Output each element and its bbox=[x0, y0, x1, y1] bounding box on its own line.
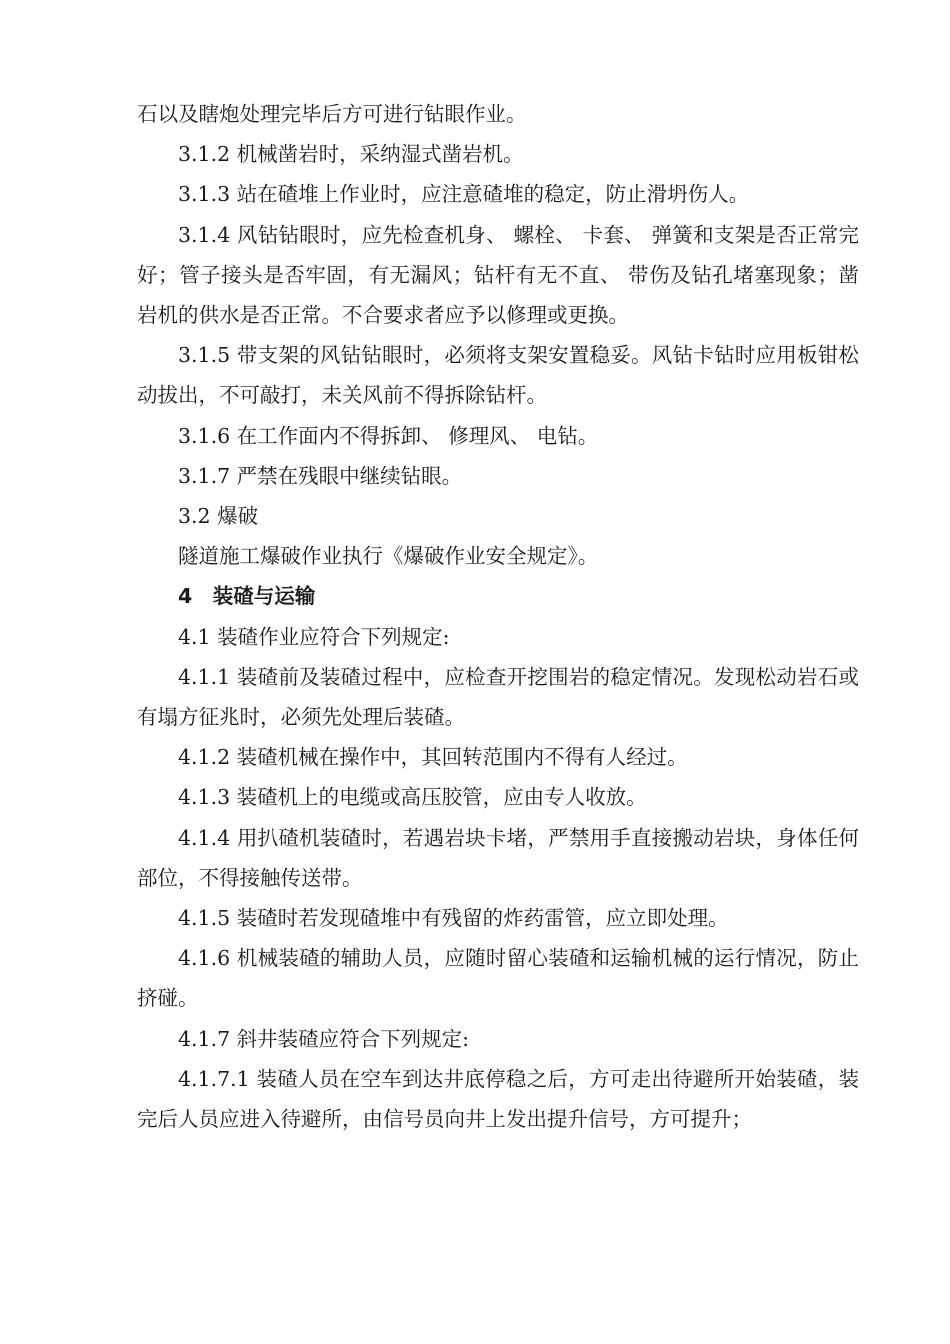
section-heading-4: 4 装碴与运输 bbox=[178, 584, 316, 609]
paragraph-4-1-2: 4.1.2 装碴机械在操作中，其回转范围内不得有人经过。 bbox=[178, 745, 688, 770]
paragraph-4-1-4: 4.1.4 用扒碴机装碴时，若遇岩块卡堵，严禁用手直接搬动岩块，身体任何部位，不得接触传送带。 bbox=[137, 825, 859, 890]
paragraph-4-1: 4.1 装碴作业应符合下列规定: bbox=[178, 624, 450, 649]
paragraph-3-1-7: 3.1.7 严禁在残眼中继续钻眼。 bbox=[178, 463, 463, 488]
paragraph-3-2-heading: 3.2 爆破 bbox=[178, 504, 259, 529]
paragraph-continuation: 石以及瞎炮处理完毕后方可进行钻眼作业。 bbox=[137, 102, 527, 126]
paragraph-3-1-3: 3.1.3 站在碴堆上作业时，应注意碴堆的稳定，防止滑坍伤人。 bbox=[178, 182, 750, 207]
document-body bbox=[137, 94, 859, 1139]
paragraph-4-1-6: 4.1.6 机械装碴的辅助人员，应随时留心装碴和运输机械的运行情况，防止挤碰。 bbox=[137, 946, 859, 1011]
paragraph-3-1-5: 3.1.5 带支架的风钻钻眼时，必须将支架安置稳妥。风钻卡钻时应用板钳松动拔出，不可敲打，未关风前不得拆除钻杆。 bbox=[137, 343, 859, 408]
paragraph-4-1-7: 4.1.7 斜井装碴应符合下列规定: bbox=[178, 1026, 470, 1051]
paragraph-3-1-4: 3.1.4 风钻钻眼时，应先检查机身、 螺栓、 卡套、 弹簧和支架是否正常完好；管子接头是否牢固，有无漏风；钻杆有无不直、 带伤及钻孔堵塞现象；凿岩机的供水是否正常。不合要求者应予以修理或更换。 bbox=[137, 222, 859, 328]
paragraph-3-1-6: 3.1.6 在工作面内不得拆卸、 修理风、 电钻。 bbox=[178, 423, 599, 448]
paragraph-4-1-5: 4.1.5 装碴时若发现碴堆中有残留的炸药雷管，应立即处理。 bbox=[178, 906, 729, 931]
paragraph-4-1-7-1: 4.1.7.1 装碴人员在空车到达井底停稳之后，方可走出待避所开始装碴，装完后人员应进入待避所，由信号员向井上发出提升信号，方可提升； bbox=[137, 1066, 859, 1132]
paragraph-3-1-2: 3.1.2 机械凿岩时，采纳湿式凿岩机。 bbox=[178, 142, 524, 167]
paragraph-4-1-3: 4.1.3 装碴机上的电缆或高压胶管，应由专人收放。 bbox=[178, 785, 647, 810]
paragraph-4-1-1: 4.1.1 装碴前及装碴过程中，应检查开挖围岩的稳定情况。发现松动岩石或有塌方征兆时，必须先处理后装碴。 bbox=[137, 664, 859, 730]
paragraph-blasting-rule: 隧道施工爆破作业执行《爆破作业安全规定》。 bbox=[178, 544, 599, 569]
